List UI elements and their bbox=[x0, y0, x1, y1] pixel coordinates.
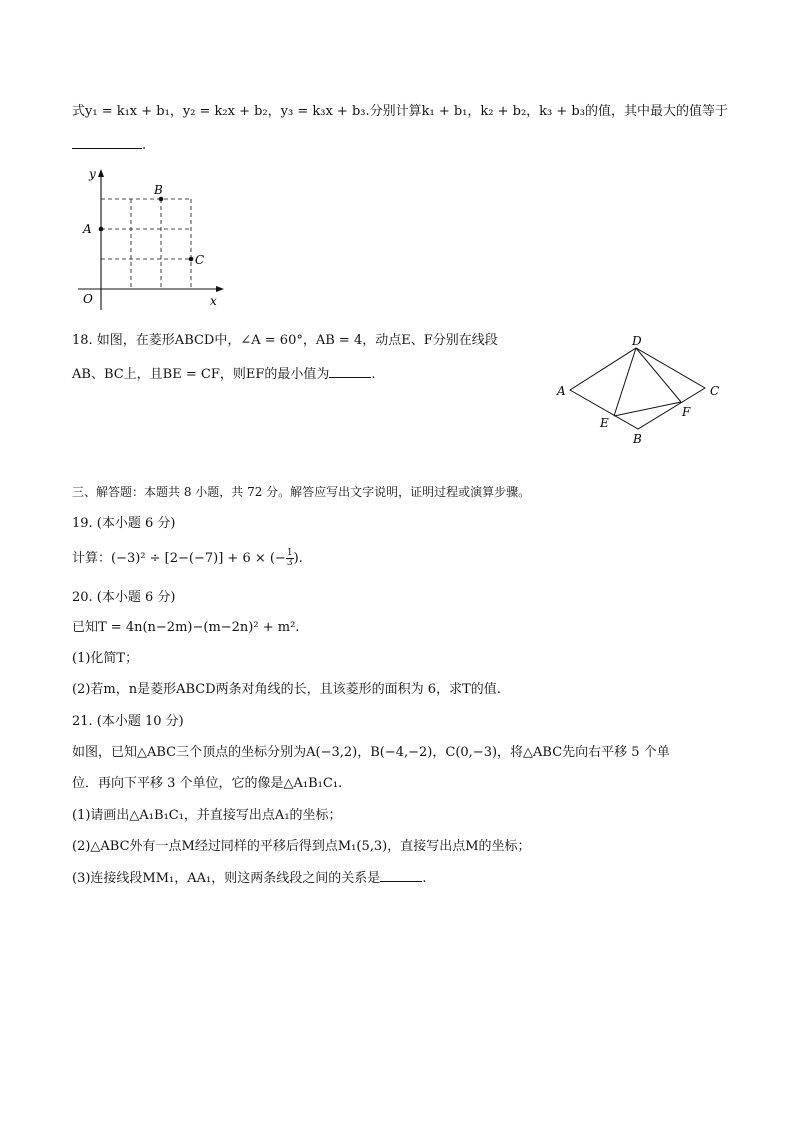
grid-dashed-lines bbox=[101, 199, 191, 289]
x-axis-label: x bbox=[210, 294, 217, 308]
q21-answer-blank bbox=[380, 869, 422, 882]
q21-part3-text: (3)连接线段MM₁，AA₁，则这两条线段之间的关系是 bbox=[72, 871, 381, 886]
q17-tail: . bbox=[142, 138, 147, 153]
point-c-dot bbox=[189, 257, 194, 262]
q21-line1 bbox=[72, 744, 670, 762]
y-axis-label: y bbox=[89, 167, 96, 181]
rhombus-figure bbox=[550, 332, 730, 448]
coordinate-grid-figure bbox=[70, 165, 235, 310]
q19-title bbox=[72, 515, 176, 533]
q21-tail: . bbox=[422, 871, 427, 886]
q19-suffix: ). bbox=[293, 551, 303, 566]
q21-line2 bbox=[72, 775, 342, 793]
q20-title-text: 20. (本小题 6 分) bbox=[72, 590, 176, 605]
q18-line1 bbox=[72, 332, 498, 350]
q18-tail: . bbox=[371, 367, 376, 382]
q20-title bbox=[72, 589, 176, 607]
q21-part2 bbox=[72, 838, 531, 856]
q18-line2 bbox=[72, 365, 376, 384]
q20-given bbox=[72, 619, 299, 637]
y-axis-arrow bbox=[98, 169, 104, 177]
q17-answer-line bbox=[72, 136, 146, 155]
q18-answer-blank bbox=[329, 365, 371, 378]
q19-fraction bbox=[286, 549, 294, 568]
q17-answer-blank bbox=[72, 136, 142, 149]
vertex-d-label: D bbox=[632, 334, 642, 348]
point-a-dot bbox=[99, 227, 104, 232]
q21-part3 bbox=[72, 869, 426, 888]
q21-part1 bbox=[72, 807, 342, 825]
q21-text-2: 位．再向下平移 3 个单位，它的像是△A₁B₁C₁. bbox=[72, 776, 343, 791]
q19-frac-den: 3 bbox=[286, 558, 293, 568]
q21-part1-text: (1)请画出△A₁B₁C₁，并直接写出点A₁的坐标； bbox=[72, 808, 342, 823]
q19-title-text: 19. (本小题 6 分) bbox=[72, 516, 176, 531]
x-axis-arrow bbox=[216, 286, 224, 292]
q20-part1-text: (1)化简T； bbox=[72, 651, 139, 666]
section-3-heading-text: 三、解答题：本题共 8 小题，共 72 分。解答应写出文字说明，证明过程或演算步骤。 bbox=[72, 485, 531, 499]
q20-part1 bbox=[72, 650, 138, 668]
q19-prefix: 计算：(−3)² ÷ [2−(−7)] + 6 × (− bbox=[72, 551, 286, 566]
point-b-dot bbox=[159, 197, 164, 202]
section-3-heading bbox=[72, 483, 530, 501]
q17-line1 bbox=[72, 103, 728, 121]
q18-text-2: AB、BC上，且BE = CF，则EF的最小值为 bbox=[72, 367, 330, 382]
point-c-label: C bbox=[195, 253, 205, 267]
point-f-label: F bbox=[682, 405, 691, 419]
q20-given-text: 已知T = 4n(n−2m)−(m−2n)² + m². bbox=[72, 620, 300, 635]
q19-expression bbox=[72, 548, 303, 570]
q20-part2 bbox=[72, 681, 501, 699]
origin-label: O bbox=[83, 292, 93, 306]
q21-text-1: 如图，已知△ABC三个顶点的坐标分别为A(−3,2)，B(−4,−2)，C(0,−3)，将△ABC先向右平移 5 个单 bbox=[72, 745, 670, 760]
vertex-b-label: B bbox=[633, 432, 642, 446]
point-a-label: A bbox=[83, 222, 92, 236]
point-e-label: E bbox=[600, 416, 609, 430]
q19-frac-num: 1 bbox=[286, 548, 293, 558]
q21-part2-text: (2)△ABC外有一点M经过同样的平移后得到点M₁(5,3)，直接写出点M的坐标； bbox=[72, 839, 531, 854]
vertex-a-label: A bbox=[557, 384, 566, 398]
q18-text-1: 18. 如图，在菱形ABCD中，∠A = 60°，AB = 4，动点E、F分别在线段 bbox=[72, 333, 498, 348]
q21-title-text: 21. (本小题 10 分) bbox=[72, 714, 184, 729]
q21-title bbox=[72, 713, 184, 731]
q20-part2-text: (2)若m，n是菱形ABCD两条对角线的长，且该菱形的面积为 6，求T的值. bbox=[72, 682, 501, 697]
q17-text: 式y₁ = k₁x + b₁，y₂ = k₂x + b₂，y₃ = k₃x + b₃.分别计算k₁ + b₁，k₂ + b₂，k₃ + b₃的值，其中最大的值等于 bbox=[72, 104, 728, 119]
vertex-c-label: C bbox=[710, 384, 720, 398]
point-b-label: B bbox=[154, 183, 163, 197]
